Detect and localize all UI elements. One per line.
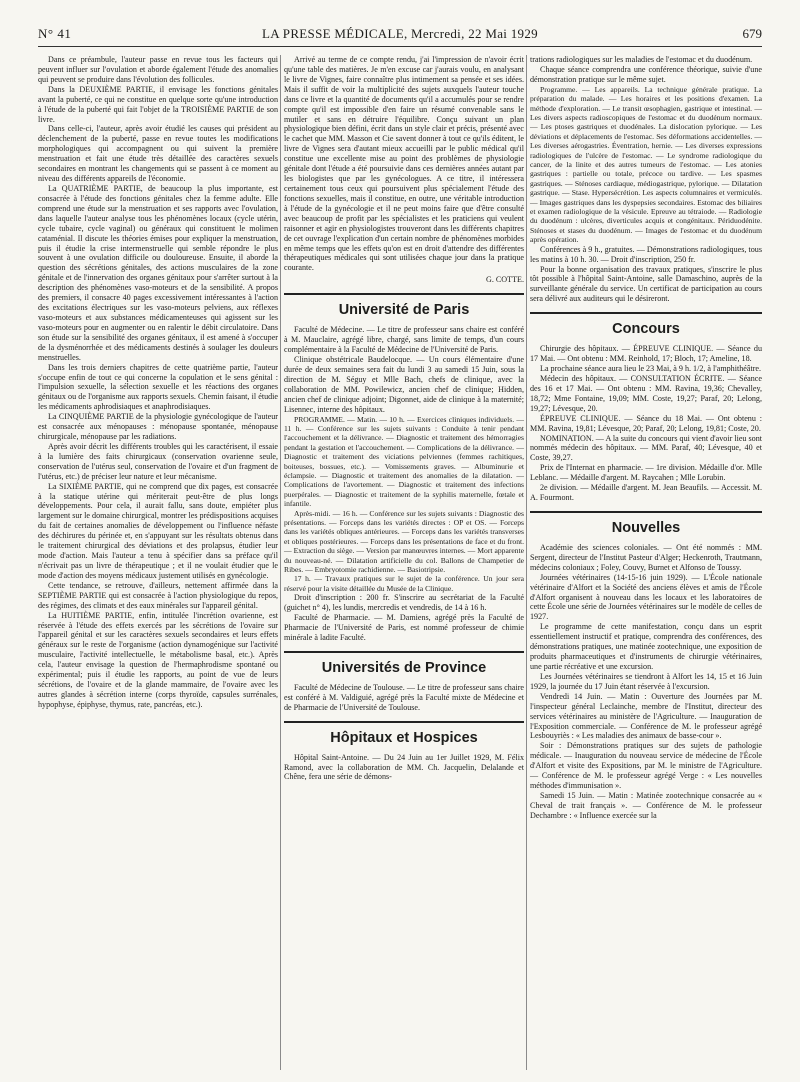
paragraph: Après avoir décrit les différents troubles qui les caractérisent, il essaie à la lumière des faits chirurgicaux (conservation ovarienne seule, conservation de l'utérus seul, conservation de l'ovaire et d'un fragment de l'utérus, etc.) de préciser leur nature et leur mécanisme. bbox=[38, 441, 278, 481]
news-item: 17 h. — Travaux pratiques sur le sujet de la conférence. Un jour sera réservé pour la visite détaillée du Musée de la Clinique. bbox=[284, 574, 524, 593]
news-item: Clinique obstétricale Baudelocque. — Un cours élémentaire d'une durée de deux semaines sera fait du lundi 3 au samedi 15 Juin, sous la direction de M. Séguy et Mlle Bach, chefs de clinique, avec la collaboration de MM. Powilewicz, ancien chef de clinique; Hidden, ancien chef de clinique adjoint; Digonnet, aide de clinique à la maternité; Lisennec, interne des hôpitaux. bbox=[284, 354, 524, 414]
paragraph: Dans la DEUXIÈME PARTIE, il envisage les fonctions génitales avant la puberté, ce qui ne constitue en quelque sorte qu'une introduction à l'étude de la puberté qui fait l'objet de la TROISIÈME PARTIE de son livre. bbox=[38, 84, 278, 124]
paragraph: La CINQUIÈME PARTIE de la physiologie gynécologique de l'auteur est consacrée aux ménopauses : ménopause spontanée, ménopause chirurgicale, ménopause par les radiations. bbox=[38, 412, 278, 442]
column-rule bbox=[280, 55, 281, 1070]
news-item: ÉPREUVE CLINIQUE. — Séance du 18 Mai. — Ont obtenu : MM. Ravina, 19,81; Lévesque, 20; Paraf, 20; Lelong, 19,81; Coste, 20. bbox=[530, 413, 762, 433]
page-number: 679 bbox=[742, 26, 762, 41]
paragraph: Dans ce préambule, l'auteur passe en revue tous les facteurs qui peuvent influer sur l'ovulation et aborde également l'étude des anomalies qui peuvent se produire dans l'évolution des follicules. bbox=[38, 55, 278, 84]
news-item: Le programme de cette manifestation, conçu dans un esprit essentiellement instructif et pratique, comprendra des conférences, des démonstrations pratiques, une matinée zootechnique, une exposition de produits pharmaceutiques et d'instruments de chirurgie vétérinaires, une partie récréative et une excursion. bbox=[530, 622, 762, 672]
paragraph: Cette tendance, se retrouve, d'ailleurs, nettement affirmée dans la SEPTIÈME PARTIE qui est consacrée à l'action physiologique du repos, des régimes, des climats et des eaux minérales sur l'appareil génital. bbox=[38, 580, 278, 610]
paragraph: Dans celle-ci, l'auteur, après avoir étudié les causes qui président au déclenchement de la puberté, passe en revue toutes les modifications morphologiques qui accompagnent ou qui suivent la première menstruation et fait une étude très détaillée des caractères sexuels secondaires en montrant les changements qui se passent à ce moment au niveau des différents appareils de l'économie. bbox=[38, 124, 278, 184]
signature: G. COTTE. bbox=[486, 275, 524, 285]
column-left bbox=[38, 55, 278, 710]
paragraph: Pour la bonne organisation des travaux pratiques, s'inscrire le plus tôt possible à l'hôpital Saint-Antoine, salle Damaschino, auprès de la surveillante générale du service. Un certificat de participation au cours sera délivré aux auditeurs qui le désireront. bbox=[530, 264, 762, 304]
paragraph: Conférences à 9 h., gratuites. — Démonstrations radiologiques, tous les matins à 10 h. 30. — Droit d'inscription, 250 fr. bbox=[530, 244, 762, 264]
news-item: Faculté de Médecine de Toulouse. — Le titre de professeur sans chaire est conféré à M. Valdiguié, agrégé près la Faculté mixte de Médecine et de Pharmacie de l'Université de Toulouse. bbox=[284, 682, 524, 712]
column-middle bbox=[284, 55, 524, 782]
section-title-concours: Concours bbox=[530, 312, 762, 337]
page-header bbox=[38, 24, 762, 47]
paragraph: Dans les trois derniers chapitres de cette quatrième partie, l'auteur s'occupe enfin de tout ce qui concerne la copulation et le sens génital : l'impulsion sexuelle, la sélection sexuelle et les réactions des organes génitaux ou de l'organisme aux rapports sexuels. Chemin faisant, il étudie les médicaments aphrodisiaques et anaphrodisiaques. bbox=[38, 362, 278, 412]
paragraph: Chaque séance comprendra une conférence théorique, suivie d'une démonstration pratique sur le même sujet. bbox=[530, 64, 762, 84]
news-item: Médecin des hôpitaux. — CONSULTATION ÉCRITE. — Séance des 16 et 17 Mai. — Ont obtenu : MM. Ravina, 19,36; Chevalley, 18,72; Mme Fontaine, 19,09; MM. Coste, 19,27; Paraf, 20; Lelong, 19,27; Lévesque, 20. bbox=[530, 373, 762, 413]
news-item: Chirurgie des hôpitaux. — ÉPREUVE CLINIQUE. — Séance du 17 Mai. — Ont obtenu : MM. Reinhold, 17; Bloch, 17; Ameline, 18. bbox=[530, 344, 762, 364]
news-item: Droit d'inscription : 200 fr. S'inscrire au secrétariat de la Faculté (guichet n° 4), les lundis, mercredis et vendredis, de 14 à 16 h. bbox=[284, 593, 524, 613]
news-item: Prix de l'Internat en pharmacie. — 1re division. Médaille d'or. Mlle Leblanc. — Médaille d'argent. M. Raycahen ; Mlle Lorubin. bbox=[530, 463, 762, 483]
news-item: Soir : Démonstrations pratiques sur des sujets de pathologie médicale. — Inauguration du nouveau service de médecine de l'École d'Alfort et visite des Expositions, par M. le ministre de l'Agriculture. — Conférence de M. le professeur agrégé Verge : « Les nouvelles méthodes d'immunisation ». bbox=[530, 741, 762, 791]
news-item: Vendredi 14 Juin. — Matin : Ouverture des Journées par M. l'inspecteur général Leclainche, membre de l'Institut, directeur des services vétérinaires au ministère de l'Agriculture. — Inauguration de l'Exposition commerciale. — Conférence de M. le professeur agrégé Lesbouyriès : « Les maladies des animaux de basse-cour ». bbox=[530, 691, 762, 741]
section-title-hopitaux: Hôpitaux et Hospices bbox=[284, 721, 524, 746]
news-item: Samedi 15 Juin. — Matin : Matinée zootechnique consacrée au « Cheval de trait français ». — Conférence de M. le professeur Dechambre : « Influence exercée sur la bbox=[530, 791, 762, 820]
news-item: Les Journées vétérinaires se tiendront à Alfort les 14, 15 et 16 Juin 1929, la journée du 17 Juin étant réservée à l'excursion. bbox=[530, 671, 762, 691]
news-item: Après-midi. — 16 h. — Conférence sur les sujets suivants : Diagnostic des présentations. — Forceps dans les variétés directes : OP et OS. — Forceps dans les variétés obliques antérieures. — Forceps dans les variétés transverses et obliques postérieures. — Forceps dans les présentations de face et du front. — Extraction du siège. — Version par manœuvres internes. — Mort apparente du nouveau-né. — Dilatation artificielle du col. Ballons de Champetier de Ribes. — Embryotomie rachidienne. — Basiotripsie. bbox=[284, 508, 524, 574]
news-item: Académie des sciences coloniales. — Ont été nommés : MM. Sergent, directeur de l'Institut Pasteur d'Alger; Heckenroth, Trautmann, médecins coloniaux ; Foley, Couvy, Burnet et Alfonso de Toussy. bbox=[530, 542, 762, 572]
news-item: Hôpital Saint-Antoine. — Du 24 Juin au 1er Juillet 1929, M. Félix Ramond, avec la collaboration de MM. Ch. Jacquelin, Delalande et Chêne, fera une série de démons- bbox=[284, 752, 524, 782]
news-item: NOMINATION. — A la suite du concours qui vient d'avoir lieu sont nommés médecin des hôpitaux. — MM. Paraf, 40; Lévesque, 40 et Coste, 39,27. bbox=[530, 433, 762, 463]
journal-title: LA PRESSE MÉDICALE, Mercredi, 22 Mai 1929 bbox=[262, 26, 538, 41]
paragraph: La QUATRIÈME PARTIE, de beaucoup la plus importante, est consacrée à l'étude des fonctions génitales chez la femme adulte. Elle comprend une étude sur la menstruation et ses rapports avec l'ovulation, dans laquelle l'auteur analyse tous les phénomènes locaux (cycle utérin, cycle tubaire, cycle vaginal) ou généraux qui constituent le molimen cataménial. Il discute les théories émises pour expliquer la menstruation, puis il étudie la crise intermenstruelle qui semble répondre le plus souvent à une ovulation difficile ou douloureuse. Ensuite, il aborde la question des sécrétions génitales, des actions musculaires de la zone génitale et de l'innervation des organes génitaux pour s'arrêter surtout à la description des phénomènes vaso-moteurs et de la sensibilité. A propos des premiers, il consacre 40 pages excessivement intéressantes à l'action des excitations électriques sur les vaso-moteurs pelviens, aux réflexes vaso-moteurs et aux substances médicamenteuses qui agissent sur les vaso-moteurs pour en augmenter ou en ralentir le débit circulatoire. Dans son étude sur la sensibilité des organes génitaux, il est amené à s'occuper de la dysménorrhée et des médicaments destinés à soulager les douleurs menstruelles. bbox=[38, 183, 278, 362]
column-rule bbox=[526, 55, 527, 1070]
news-item: Faculté de Pharmacie. — M. Damiens, agrégé près la Faculté de Pharmacie de l'Université de Paris, est nommé professeur de chimie minérale à ladite Faculté. bbox=[284, 613, 524, 642]
paragraph: La SIXIÈME PARTIE, qui ne comprend que dix pages, est consacrée à la statique utérine qui mériterait peut-être de plus longs développements. Pour cela, il aurait fallu, sans doute, empiéter plus largement sur le domaine chirurgical, montrer les prédispositions acquises du fait de certaines anomalies de développement ou l'influence néfaste des déchirures du périnée et, en s'appuyant sur les résultats obtenus dans le traitement chirurgical des déviations et des prolapsus, étudier leur mode d'action. Mais l'auteur a tenu à spécifier dans sa préface qu'il n'écrivait pas un livre de thérapeutique ; et il ne voulait étudier que le mode d'action des moyens médicaux justement utilisés en gynécologie. bbox=[38, 481, 278, 580]
news-item: PROGRAMME. — Matin. — 10 h. — Exercices cliniques individuels. — 11 h. — Conférence sur les sujets suivants : Conduite à tenir pendant l'accouchement et la délivrance. — Diagnostic et traitement des hémorragies pendant la gestation et l'accouchement. — Complications de la délivrance. — Diagnostic et traitement des viciations pelviennes (femmes rachitiques, boiteuses, bossues, etc.). — Vomissements graves. — Albuminurie et éclampsie. — Diagnostic et traitement des anomalies de la dilatation. — Complications de l'avortement. — Diagnostic et traitement des infections puerpérales. — Diagnostic et traitement de la syphilis maternelle, fœtale et infantile. bbox=[284, 414, 524, 509]
section-title-universites-province: Universités de Province bbox=[284, 651, 524, 676]
news-item: La prochaine séance aura lieu le 23 Mai, à 9 h. 1/2, à l'amphithéâtre. bbox=[540, 364, 762, 374]
paragraph: trations radiologiques sur les maladies de l'estomac et du duodénum. bbox=[530, 55, 753, 64]
section-title-universite-paris: Université de Paris bbox=[284, 293, 524, 318]
news-item: 2e division. — Médaille d'argent. M. Jean Beaufils. — Accessit. M. A. Fourmont. bbox=[530, 483, 762, 503]
section-title-nouvelles: Nouvelles bbox=[530, 511, 762, 536]
review-conclusion: Arrivé au terme de ce compte rendu, j'ai l'impression de n'avoir écrit qu'une table des matières. Je m'en excuse car j'aurais voulu, en analysant le livre de Vignes, faire connaître plus intimement sa pensée et ses idées. Mais il suffit de voir la multiplicité des sujets auxquels l'auteur touche dans ce livre et la quantité de documents qu'il a accumulés pour se rendre compte qu'il est impossible d'en faire un résumé convenable sans le mutiler et sans en détruire l'équilibre. Conçu suivant un plan physiologique bien défini, écrit dans un style clair et précis, présenté avec le cachet que MM. Masson et Cie savent donner à tout ce qu'ils éditent, le livre de Vignes sera d'autant mieux accueilli par le public médical qu'il constitue une excellente mise au point des problèmes de physiologie génitale dont l'étude a été poursuivie dans ces dernières années autant par les biologistes que par les gynécologues. A ce titre, il intéressera certainement tous ceux qui poursuivent plus spécialement l'étude des fonctions sexuelles, mais il constitue, en outre, une véritable introduction à l'étude de la gynécologie et il ne peut moins faire que d'être consulté avec beaucoup de profit par les spécialistes et les praticiens qui veulent raisonner et agir en physiologistes trouveront dans les différents chapitres de cet ouvrage l'explication d'un certain nombre de phénomènes morbides en même temps que les effets qu'on est en droit d'attendre des différentes thérapeutiques médicales qui sont utilisées chaque jour dans la pratique courante. bbox=[284, 55, 524, 273]
news-item: Journées vétérinaires (14-15-16 juin 1929). — L'École nationale vétérinaire d'Alfort et la Société des anciens élèves et amis de l'École d'Alfort organisent à nouveau dans les locaux et les laboratoires de cette École une série de Journées vétérinaires sur le modèle de celles de 1927. bbox=[530, 572, 762, 622]
paragraph: La HUITIÈME PARTIE, enfin, intitulée l'incrétion ovarienne, est réservée à l'étude des effets exercés par les sécrétions de l'ovaire sur l'appareil génital et sur les caractères sexuels secondaires et leurs effets généraux sur le reste de l'organisme (action dynamogénique sur l'activité musculaire, l'activité intellectuelle, le métabolisme basal, etc.). Après cela, l'auteur envisage la question de l'hermaphrodisme spontané ou expérimental; puis il étudie les rapports, au point de vue de leurs sécrétions, de l'ovaire et de la glande mammaire, de l'ovaire avec les autres glandes à sécrétion interne (corps thyroïde, capsules surrénales, hypophyse, épiphyse, thymus, rate, pancréas, etc.). bbox=[38, 610, 278, 709]
column-right bbox=[530, 55, 762, 821]
news-item: Faculté de Médecine. — Le titre de professeur sans chaire est conféré à M. Mauclaire, agrégé libre, chargé, sans limite de temps, d'un cours complémentaire à la Faculté de Médecine de l'Université de Paris. bbox=[284, 325, 524, 355]
paragraph: Programme. — Les appareils. La technique générale pratique. La préparation du malade. — Les horaires et les positions d'examen. La méthode d'exploration. — Le transit œsophagien, gastrique et intestinal. — Les divers aspects radioscopiques de l'estomac et du duodénum normaux. — Les ptoses gastriques et duodénales. La dislocation pylorique. — Les déviations et déplacements de l'estomac. Ses déformations accidentelles. — Les diverses aérogastries. Éventration, hernie. — Les diverses expressions radiologiques de l'ulcère de l'estomac. — Le syndrome radiologique du cancer, de la linite et des autres tumeurs de l'estomac. — Les atonies gastriques : partielle ou totale, précoce ou tardive. — Les spasmes gastriques. — Sténoses cardiaque, médiogastrique, pylorique. — Dilatation gastrique. — Stase. Hypersécrétion. Les aspects columnaires et vermiculés. — Images gastriques dans les dyspepsies secondaires. Estomac des biliaires et examen radiologique de la vésicule. Epreuve au tétraiode. — Radiologie du duodénum : ulcères, diverticules acquis et congénitaux. Périduodénite. Sténoses et stases du duodénum. — Images de l'estomac et du duodénum après opération. bbox=[530, 84, 762, 245]
issue-number: N° 41 bbox=[38, 26, 72, 41]
